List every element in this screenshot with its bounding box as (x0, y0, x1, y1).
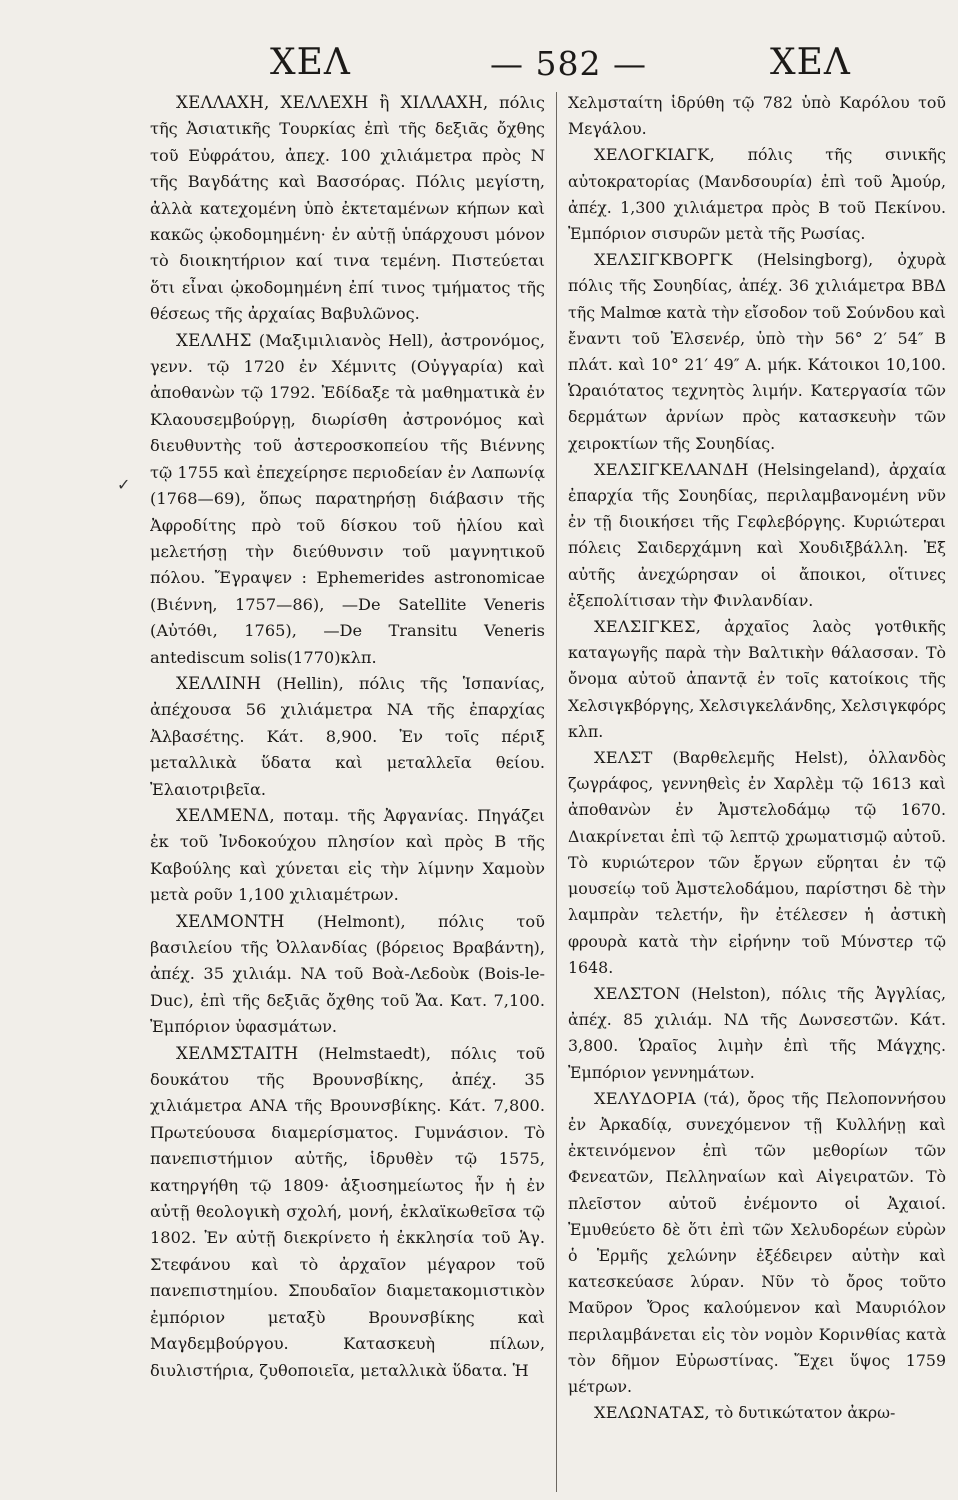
entry-chelmonti (150, 909, 545, 1041)
entry-text: (Helmstaedt), πόλις τοῦ δουκάτου τῆς Βρουνσβίκης, ἀπέχ. 35 χιλιάμετρα ΑΝΑ τῆς Βρουνσβίκης. Κάτ. 7,800. Πρωτεύουσα διαμερίσματος. Γυμνάσιον. Τὸ πανεπιστήμιον αὐτῆς, ἱδρυθὲν τῷ 1575, κατηργήθη τῷ 1809· ἀξιοσημείωτος ἦν ἡ ἐν αὐτῇ θεολογικὴ σχολή, μονή, ἐκλαϊκωθεῖσα τῷ 1802. Ἐν αὐτῇ διεκρίνετο ἡ ἐκκλησία τοῦ Ἁγ. Στεφάνου καὶ τὸ ἀρχαῖον μέγαρον τοῦ πανεπιστημίου. Σπουδαῖον διαμετακομιστικὸν ἐμπόριον μεταξὺ Βρουνσβίκης καὶ Μαγδεμβούργου. Κατασκευὴ πίλων, διυλιστήρια, ζυθοποιεῖα, μεταλλικὰ ὕδατα. Ἡ (150, 1043, 545, 1380)
entry-headword: ΧΕΛΜΟΝΤΗ (176, 911, 285, 931)
entry-headword: ΧΕΛΣΙΓΚΒΟΡΓΚ (594, 250, 733, 270)
entry-text: (Μαξιμιλιανὸς Hell), ἀστρονόμος, γενν. τῷ 1720 ἐν Χέμνιτς (Οὐγγαρία) καὶ ἀποθανὼν τῷ 1792. Ἐδίδαξε τὰ μαθηματικὰ ἐν Κλαουσεμβούργῃ, διωρίσθη ἀστρονόμος καὶ διευθυντὴς τοῦ ἀστεροσκοπείου τῆς Βιέννης τῷ 1755 καὶ ἐπεχείρησε περιοδείαν ἐν Λαπωνίᾳ (1768—69), ὅπως παρατηρήσῃ διάβασιν τῆς Ἀφροδίτης πρὸ τοῦ δίσκου τοῦ ἡλίου καὶ μελετήσῃ τὴν διεύθυνσιν τοῦ μαγνητικοῦ πόλου. Ἔγραψεν : Ephemerides astronomicae (Βιέννη, 1757—86), —De Satellite Veneris (Αὐτόθι, 1765), —De Transitu Veneris antediscum solis(1770)κλπ. (150, 330, 545, 667)
entry-chelogkiagk (568, 142, 946, 247)
entry-continuation: Χελμσταίτη ἱδρύθη τῷ 782 ὑπὸ Καρόλου τοῦ Μεγάλου. (568, 93, 946, 139)
entry-headword: ΧΕΛΛΗΣ (176, 330, 252, 350)
entry-headword: ΧΕΛΟΓΚΙΑΓΚ, (594, 145, 715, 165)
entry-headword: ΧΕΛΛΑΧΗ, ΧΕΛΛΕΧΗ ἢ ΧΙΛΛΑΧΗ, (176, 93, 489, 112)
header-left-keyword: ΧΕΛ (270, 42, 351, 83)
entry-chelsigkborgk (568, 247, 946, 457)
entry-headword: ΧΕΛΥΔΟΡΙΑ (594, 1088, 696, 1108)
entry-headword: ΧΕΛΩΝΑΤΑΣ, (594, 1403, 710, 1423)
entry-chelsigkelandi (568, 457, 946, 614)
header-right-keyword: ΧΕΛ (770, 42, 851, 83)
entry-headword: ΧΕΛΣΙΓΚΕΛΑΝΔΗ (594, 459, 749, 479)
text-columns (150, 90, 945, 1485)
entry-chelonatas (568, 1400, 946, 1426)
entry-text: (Helsingborg), ὀχυρὰ πόλις τῆς Σουηδίας, ἀπέχ. 36 χιλιάμετρα ΒΒΔ τῆς Malmœ κατὰ τὴν εἴσοδον τοῦ Σούνδου καὶ ἔναντι τοῦ Ἐλσενέρ, ὑπὸ τὴν 56° 2′ 54″ Β πλάτ. καὶ 10° 21′ 49″ Α. μήκ. Κάτοικοι 10,100. Ὡραιότατος τεχνητὸς λιμήν. Κατεργασία τῶν δερμάτων ἀρνίων πρὸς κατασκευὴν τῶν χειροκτίων τῆς Σουηδίας. (568, 250, 946, 453)
entry-chelst (568, 745, 946, 981)
left-column (150, 90, 545, 1485)
entry-text: ποταμ. τῆς Ἀφγανίας. Πηγάζει ἐκ τοῦ Ἰνδοκούχου πλησίον καὶ πρὸς Β τῆς Καβούλης καὶ χύνεται εἰς τὴν λίμνην Χαμοὺν μετὰ ροῦν 1,100 χιλιαμέτρων. (150, 805, 545, 905)
entry-chellini (150, 671, 545, 803)
margin-mark: ✓ (117, 475, 131, 494)
entry-text: (Hellin), πόλις τῆς Ἱσπανίας, ἀπέχουσα 56 χιλιάμετρα ΝΑ τῆς ἐπαρχίας Ἀλβασέτης. Κάτ. 8,900. Ἐν τοῖς πέριξ μεταλλικὰ ὕδατα καὶ μεταλλεῖα θείου. Ἐλαιοτριβεῖα. (150, 673, 545, 799)
entry-text: πόλις τῆς σινικῆς αὐτοκρατορίας (Μανδσουρία) ἐπὶ τοῦ Ἀμούρ, ἀπέχ. 1,300 χιλιάμετρα πρὸς Β τοῦ Πεκίνου. Ἐμπόριον σισυρῶν μετὰ τῆς Ρωσίας. (568, 145, 946, 244)
entry-chelydoria (568, 1086, 946, 1400)
entry-text: (Βαρθελεμῆς Helst), ὀλλανδὸς ζωγράφος, γεννηθεὶς ἐν Χαρλὲμ τῷ 1613 καὶ ἀποθανὼν ἐν Ἀμστελοδάμῳ τῷ 1670. Διακρίνεται ἐπὶ τῷ λεπτῷ χρωματισμῷ αὐτοῦ. Τὸ κυριώτερον τῶν ἔργων εὕρηται ἐν τῷ μουσείῳ τοῦ Ἀμστελοδάμου, παρίστησι δὲ τὴν λαμπρὰν τελετήν, ἣν ἐτέλεσεν ἡ ἀστικὴ φρουρὰ κατὰ τὴν εἰρήνην τοῦ Μύνστερ τῷ 1648. (568, 748, 946, 977)
page-header (112, 30, 936, 86)
entry-headword: ΧΕΛΣΙΓΚΕΣ, (594, 617, 702, 637)
entry-chelsigkes (568, 614, 946, 745)
entry-text: (τά), ὄρος τῆς Πελοποννήσου ἐν Ἀρκαδίᾳ, συνεχόμενον τῇ Κυλλήνῃ καὶ ἐκτεινόμενον ἐπὶ τῶν μεθορίων τῶν Φενεατῶν, Πελληναίων καὶ Αἰγειρατῶν. Τὸ πλεῖστον αὐτοῦ ἐνέμοντο οἱ Ἀχαιοί. Ἐμυθεύετο δὲ ὅτι ἐπὶ τῶν Χελυδορέων εὑρὼν ὁ Ἑρμῆς χελώνην ἐξέδειρεν αὐτὴν καὶ κατεσκεύασε λύραν. Νῦν τὸ ὄρος τοῦτο Μαῦρον Ὄρος καλούμενον καὶ Μαυριόλον περιλαμβάνεται εἰς τὸν νομὸν Κορινθίας κατὰ τὸν δῆμον Εὐρωστίνας. Ἔχει ὕψος 1759 μέτρων. (568, 1088, 946, 1396)
entry-text: (Helmont), πόλις τοῦ βασιλείου τῆς Ὀλλανδίας (βόρειος Βραβάντη), ἀπέχ. 35 χιλιάμ. ΝΑ τοῦ Βοὰ-Λεδοὺκ (Bois-le-Duc), ἐπὶ τῆς δεξιᾶς ὄχθης τοῦ Ἄα. Κατ. 7,100. Ἐμπόριον ὑφασμάτων. (150, 911, 545, 1037)
entry-headword: ΧΕΛΣΤΟΝ (594, 983, 681, 1003)
entry-chellachi (150, 90, 545, 328)
entry-headword: ΧΕΛΜΕΝΔ, (176, 805, 275, 825)
right-column (568, 90, 946, 1485)
page-number: — 582 — (490, 44, 647, 83)
entry-chelston (568, 981, 946, 1086)
entry-headword: ΧΕΛΜΣΤΑΙΤΗ (176, 1043, 299, 1063)
entry-text: τὸ δυτικώτατον ἀκρω- (714, 1403, 896, 1423)
entry-headword: ΧΕΛΛΙΝΗ (176, 673, 262, 693)
entry-headword: ΧΕΛΣΤ (594, 748, 653, 768)
entry-chellis (150, 328, 545, 671)
entry-chelmstaiti (150, 1041, 545, 1384)
entry-chelmend (150, 803, 545, 909)
entry-text: (Helston), πόλις τῆς Ἀγγλίας, ἀπέχ. 85 χιλιάμ. ΝΔ τῆς Δωνσεστῶν. Κάτ. 3,800. Ὡραῖος λιμὴν ἐπὶ τῆς Μάγχης. Ἐμπόριον γεννημάτων. (568, 983, 946, 1082)
entry-text: (Helsingeland), ἀρχαία ἐπαρχία τῆς Σουηδίας, περιλαμβανομένη νῦν ἐν τῇ διοικήσει τῆς Γεφλεβόργης. Κυριώτεραι πόλεις Σαιδερχάμνη καὶ Χουδιξβάλλη. Ἐξ αὐτῆς ἀνεχώρησαν οἱ ἄποικοι, οἵτινες ἐξεπολίτισαν τὴν Φινλανδίαν. (568, 459, 946, 610)
entry-text: πόλις τῆς Ἀσιατικῆς Τουρκίας ἐπὶ τῆς δεξιᾶς ὄχθης τοῦ Εὐφράτου, ἀπεχ. 100 χιλιάμετρα πρὸς Ν τῆς Βαγδάτης καὶ Βασσόρας. Πόλις μεγίστη, ἀλλὰ κατεχομένη ὑπὸ ἐκτεταμένων κήπων καὶ κακῶς ᾠκοδομημένη· ἐν αὐτῇ ὑπάρχουσι μόνον τὸ διοικητήριον καί τινα τεμένη. Πιστεύεται ὅτι εἶναι ᾠκοδομημένη ἐπί τινος τμήματος τῆς θέσεως τῆς ἀρχαίας Βαβυλῶνος. (150, 93, 545, 324)
entry-text: ἀρχαῖος λαὸς γοτθικῆς καταγωγῆς παρὰ τὴν Βαλτικὴν θάλασσαν. Τὸ ὄνομα αὐτοῦ ἀπαντᾷ ἐν τοῖς κατοίκοις τῆς Χελσιγκβόργης, Χελσιγκελάνδης, Χελσιγκφόρς κλπ. (568, 617, 946, 741)
